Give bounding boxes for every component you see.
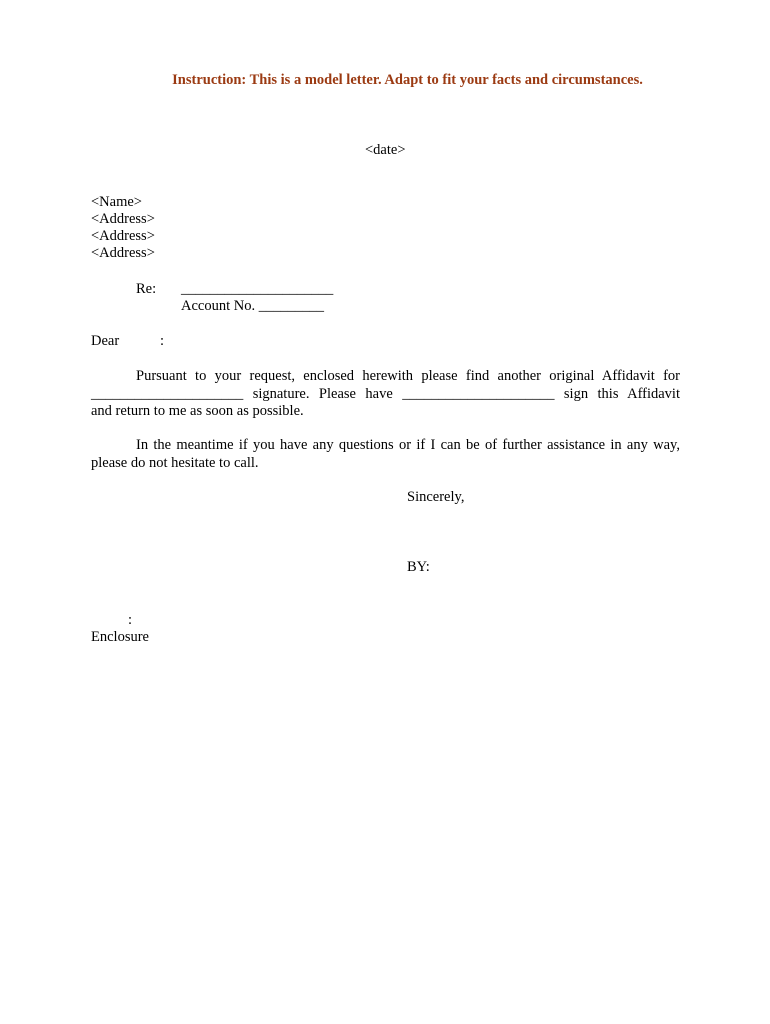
account-number: Account No. _________ bbox=[181, 298, 324, 314]
recipient-address-line-1: <Address> bbox=[91, 211, 155, 227]
initials-colon: : bbox=[128, 612, 133, 628]
body-paragraph-1-line-1-text: Pursuant to your request, enclosed herewith please find another original Affidavit for bbox=[136, 368, 680, 384]
instruction-note: Instruction: This is a model letter. Adapt to fit your facts and circumstances. bbox=[172, 72, 643, 88]
recipient-address-line-3: <Address> bbox=[91, 245, 155, 261]
enclosure-note: Enclosure bbox=[91, 629, 149, 645]
signature-by: BY: bbox=[407, 559, 430, 575]
body-paragraph-1-line-3: and return to me as soon as possible. bbox=[91, 403, 304, 419]
re-label: Re: bbox=[136, 281, 157, 297]
body-paragraph-1-line-1 bbox=[91, 368, 680, 386]
re-subject-blank: _____________________ bbox=[181, 281, 334, 297]
salutation-colon: : bbox=[160, 333, 165, 349]
body-paragraph-2 bbox=[91, 437, 680, 472]
body-paragraph-2-line-1-text: In the meantime if you have any questions or if I can be of further assistance in any way, bbox=[136, 437, 680, 453]
body-paragraph-2-line-2: please do not hesitate to call. bbox=[91, 454, 259, 471]
closing-sincerely: Sincerely, bbox=[407, 489, 465, 505]
body-paragraph-1-line-2: _____________________ signature. Please have _____________________ sign this Affidavit bbox=[91, 385, 680, 402]
body-paragraph-1 bbox=[91, 368, 680, 421]
salutation-dear: Dear bbox=[91, 333, 120, 349]
letter-date: <date> bbox=[365, 142, 406, 158]
recipient-address-line-2: <Address> bbox=[91, 228, 155, 244]
body-paragraph-2-line-1 bbox=[91, 437, 680, 455]
recipient-name: <Name> bbox=[91, 194, 142, 210]
